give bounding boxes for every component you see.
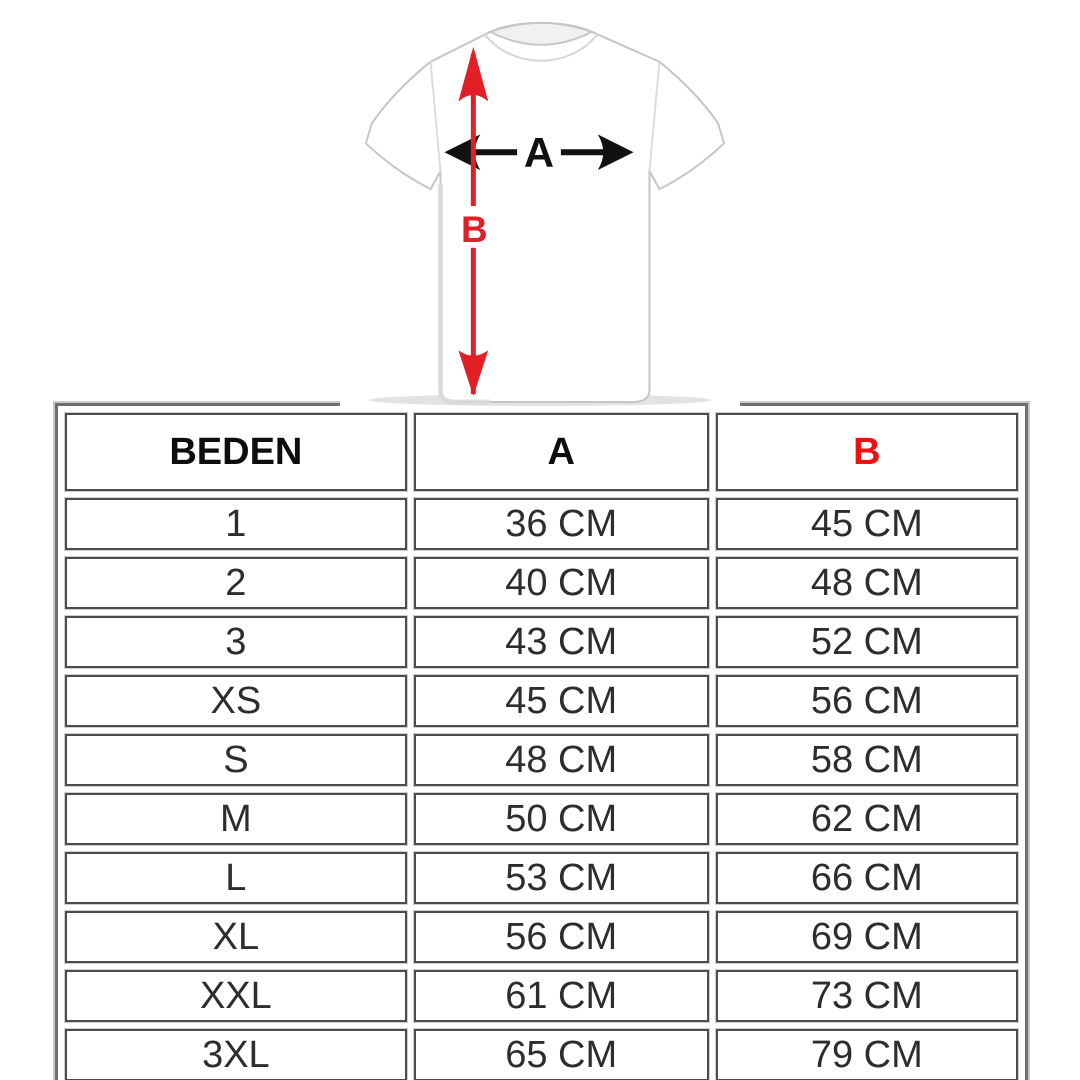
table-row (65, 675, 1018, 727)
table-row (65, 498, 1018, 550)
width-arrow-label: A (523, 129, 555, 177)
size-cell: 3 (65, 616, 407, 668)
size-cell: 2 (65, 557, 407, 609)
b-cell: 62 CM (716, 793, 1018, 845)
table-row (65, 734, 1018, 786)
table-row (65, 616, 1018, 668)
b-cell: 73 CM (716, 970, 1018, 1022)
size-cell: XL (65, 911, 407, 963)
a-cell: 61 CM (414, 970, 709, 1022)
table-header-row (65, 413, 1018, 491)
length-arrow-label: B (461, 208, 488, 250)
table-row (65, 557, 1018, 609)
b-cell: 66 CM (716, 852, 1018, 904)
size-cell: M (65, 793, 407, 845)
a-cell: 40 CM (414, 557, 709, 609)
size-cell: 1 (65, 498, 407, 550)
a-cell: 45 CM (414, 675, 709, 727)
size-cell: L (65, 852, 407, 904)
b-cell: 56 CM (716, 675, 1018, 727)
b-cell: 45 CM (716, 498, 1018, 550)
table-row (65, 911, 1018, 963)
b-cell: 48 CM (716, 557, 1018, 609)
b-cell: 79 CM (716, 1029, 1018, 1080)
a-cell: 48 CM (414, 734, 709, 786)
a-cell: 43 CM (414, 616, 709, 668)
table-row (65, 970, 1018, 1022)
b-cell: 69 CM (716, 911, 1018, 963)
tshirt-diagram (340, 0, 740, 410)
size-cell: XXL (65, 970, 407, 1022)
header-b: B (716, 413, 1018, 491)
table-row (65, 852, 1018, 904)
a-cell: 56 CM (414, 911, 709, 963)
tshirt-body (366, 23, 724, 402)
header-beden: BEDEN (65, 413, 407, 491)
size-cell: S (65, 734, 407, 786)
size-cell: XS (65, 675, 407, 727)
size-table (55, 403, 1028, 1080)
size-cell: 3XL (65, 1029, 407, 1080)
a-cell: 50 CM (414, 793, 709, 845)
a-cell: 53 CM (414, 852, 709, 904)
table-row (65, 1029, 1018, 1080)
table-row (65, 793, 1018, 845)
header-a: A (414, 413, 709, 491)
a-cell: 36 CM (414, 498, 709, 550)
b-cell: 58 CM (716, 734, 1018, 786)
a-cell: 65 CM (414, 1029, 709, 1080)
b-cell: 52 CM (716, 616, 1018, 668)
tshirt-graphic (340, 0, 740, 410)
